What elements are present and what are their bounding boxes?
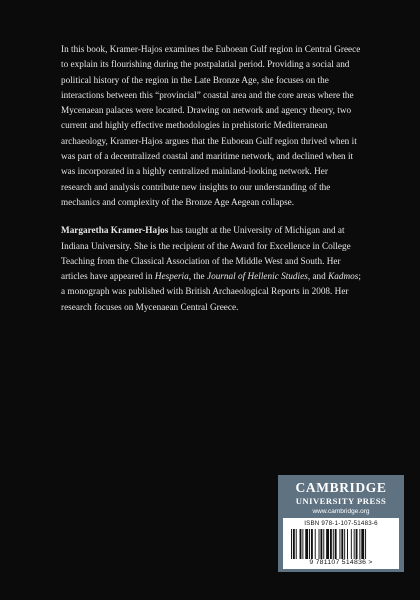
barcode-bar	[302, 529, 303, 559]
barcode-bar	[326, 529, 329, 559]
journal-hellenic-studies: Journal of Hellenic Studies	[206, 271, 308, 282]
barcode-bar	[309, 529, 310, 559]
barcode-area	[283, 518, 399, 569]
barcode-bar	[361, 529, 364, 559]
barcode-bar	[305, 529, 308, 559]
barcode-bars	[291, 529, 391, 559]
barcode-bar	[311, 529, 313, 559]
bio-text-3: , and	[307, 271, 329, 282]
barcode-bar	[365, 529, 366, 559]
barcode-bar	[339, 529, 340, 559]
bio-text-1: has taught at the University of Michigan and at Indiana University. She is the recipient of the Award for Excellence in College Teaching from the Classical Association of the Middle West and South. Her articles have appeared in	[61, 225, 351, 282]
barcode-bar	[351, 529, 352, 559]
barcode-bar	[344, 529, 345, 559]
barcode-bar	[335, 529, 337, 559]
author-bio	[61, 223, 361, 315]
book-description	[61, 42, 361, 210]
barcode-bar	[315, 529, 316, 559]
isbn-label: ISBN 978-1-107-51483-6	[304, 520, 378, 527]
journal-kadmos: Kadmos	[328, 271, 359, 282]
back-cover-text	[61, 42, 361, 328]
barcode-bar	[341, 529, 343, 559]
barcode-bar	[319, 529, 320, 559]
publisher-name-line1: CAMBRIDGE	[295, 480, 387, 495]
publisher-name-line2: UNIVERSITY PRESS	[295, 496, 387, 506]
barcode-bar	[300, 529, 302, 559]
barcode-bar	[320, 529, 322, 559]
barcode-bar	[359, 529, 360, 559]
publisher-box	[278, 475, 404, 572]
barcode-bar	[347, 529, 348, 559]
barcode-bar	[291, 529, 292, 559]
bio-text-4: ; a monograph was published with British Archaeological Reports in 2008. Her research focuses on Mycenaean Central Greece.	[61, 271, 361, 312]
barcode-digits: 9 781107 514836 >	[309, 559, 373, 566]
publisher-url: www.cambridge.org	[312, 508, 370, 515]
bio-text-2: , the	[188, 271, 207, 282]
barcode-bar	[333, 529, 334, 559]
barcode-bar	[296, 529, 297, 559]
author-name: Margaretha Kramer-Hajos	[61, 225, 169, 236]
barcode-bar	[323, 529, 324, 559]
barcode-bar	[356, 529, 358, 559]
description-text: In this book, Kramer-Hajos examines the Euboean Gulf region in Central Greece to explain its flourishing during the postpalatial period. Providing a social and political history of the region in the Late Bronze Age, she focuses on the interactions between this “provincial” coastal area and the core areas where the Mycenaean palaces were located. Drawing on network and agency theory, two current and highly effective methodologies in prehistoric Mediterranean archaeology, Kramer-Hajos argues that the Euboean Gulf region thrived when it was part of a decentralized coastal and maritime network, and declined when it was incorporated in a highly centralized mainland-looking network. Her research and analysis contribute new insights to our understanding of the mechanics and complexity of the Bronze Age Aegean collapse.	[61, 44, 361, 207]
barcode-bar	[330, 529, 332, 559]
journal-hesperia: Hesperia	[154, 271, 189, 282]
barcode-bar	[354, 529, 355, 559]
barcode-bar	[293, 529, 295, 559]
